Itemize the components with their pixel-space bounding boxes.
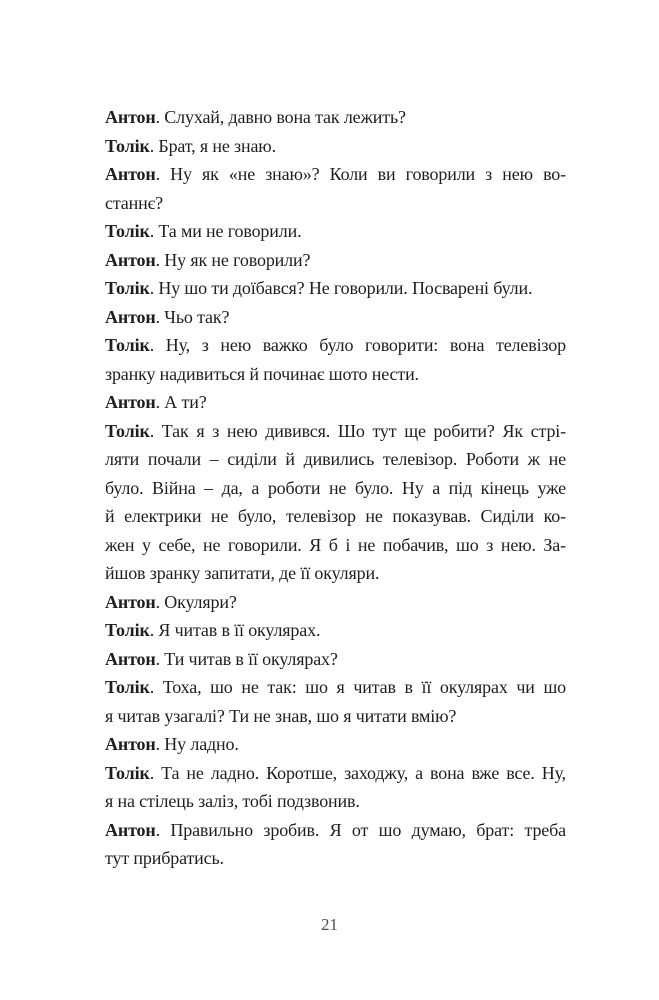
speaker-name: Антон	[105, 819, 156, 840]
dialogue-line: Толік. Я читав в її окулярах.	[105, 620, 321, 640]
dialogue-line: Толік. Ну, з нею важко було говорити: вона телевізор	[105, 335, 566, 355]
dialogue-line: й електрики не було, телевізор не показував. Сиділи ко-	[105, 506, 566, 526]
dialogue-line: Антон. Окуляри?	[105, 591, 237, 612]
speaker-name: Толік	[105, 677, 150, 697]
dialogue-line: зранку надивиться й починає шото нести.	[105, 363, 419, 384]
dialogue-line: Антон. Ну як «не знаю»? Коли ви говорили з нею во-	[105, 164, 566, 184]
speaker-name: Антон	[105, 306, 156, 327]
speaker-name: Антон	[105, 392, 156, 412]
speaker-name: Толік	[105, 620, 150, 640]
dialogue-line: Антон. Чьо так?	[105, 306, 230, 327]
dialogue-line: ляти почали – сиділи й дивились телевізор. Роботи ж не	[105, 449, 566, 469]
dialogue-line: Антон. А ти?	[105, 392, 207, 412]
dialogue-line: Антон. Правильно зробив. Я от шо думаю, брат: треба	[105, 819, 566, 840]
dialogue-line: Толік. Тоха, шо не так: шо я читав в її окулярах чи шо	[105, 677, 566, 697]
dialogue-line: Антон. Ну ладно.	[105, 734, 239, 754]
speaker-name: Толік	[105, 420, 150, 441]
speaker-name: Толік	[105, 135, 150, 156]
dialogue-line: я читав узагалі? Ти не знав, шо я читати вмію?	[105, 705, 457, 726]
dialogue-line: Толік. Брат, я не знаю.	[105, 135, 276, 156]
speaker-name: Толік	[105, 762, 150, 783]
speaker-name: Антон	[105, 734, 156, 754]
dialogue-line: Толік. Ну шо ти доїбався? Не говорили. Посварені були.	[105, 278, 533, 298]
page-number: 21	[321, 915, 338, 934]
dialogue-line: тут прибратись.	[105, 848, 224, 868]
speaker-name: Антон	[105, 249, 156, 270]
speaker-name: Толік	[105, 221, 150, 241]
dialogue-line: було. Війна – да, а роботи не було. Ну а під кінець уже	[105, 477, 566, 498]
speaker-name: Антон	[105, 591, 156, 612]
speaker-name: Антон	[105, 107, 156, 127]
dialogue-line: жен у себе, не говорили. Я б і не побачив, шо з нею. За-	[105, 534, 566, 555]
dialogue-line: Антон. Ти читав в її окулярах?	[105, 648, 338, 669]
dialogue-text	[105, 103, 566, 873]
dialogue-line: станнє?	[105, 192, 163, 213]
dialogue-line: Толік. Та ми не говорили.	[105, 221, 302, 241]
speaker-name: Антон	[105, 164, 156, 184]
speaker-name: Толік	[105, 335, 150, 355]
dialogue-line: Толік. Та не ладно. Коротше, заходжу, а вона вже все. Ну,	[105, 762, 566, 783]
speaker-name: Антон	[105, 648, 156, 669]
dialogue-line: я на стілець заліз, тобі подзвонив.	[105, 791, 360, 811]
dialogue-line: Толік. Так я з нею дивився. Шо тут ще робити? Як стрі-	[105, 420, 566, 441]
dialogue-line: йшов зранку запитати, де її окуляри.	[105, 563, 380, 583]
dialogue-line: Антон. Ну як не говорили?	[105, 249, 311, 270]
dialogue-line: Антон. Слухай, давно вона так лежить?	[105, 107, 406, 127]
speaker-name: Толік	[105, 278, 150, 298]
